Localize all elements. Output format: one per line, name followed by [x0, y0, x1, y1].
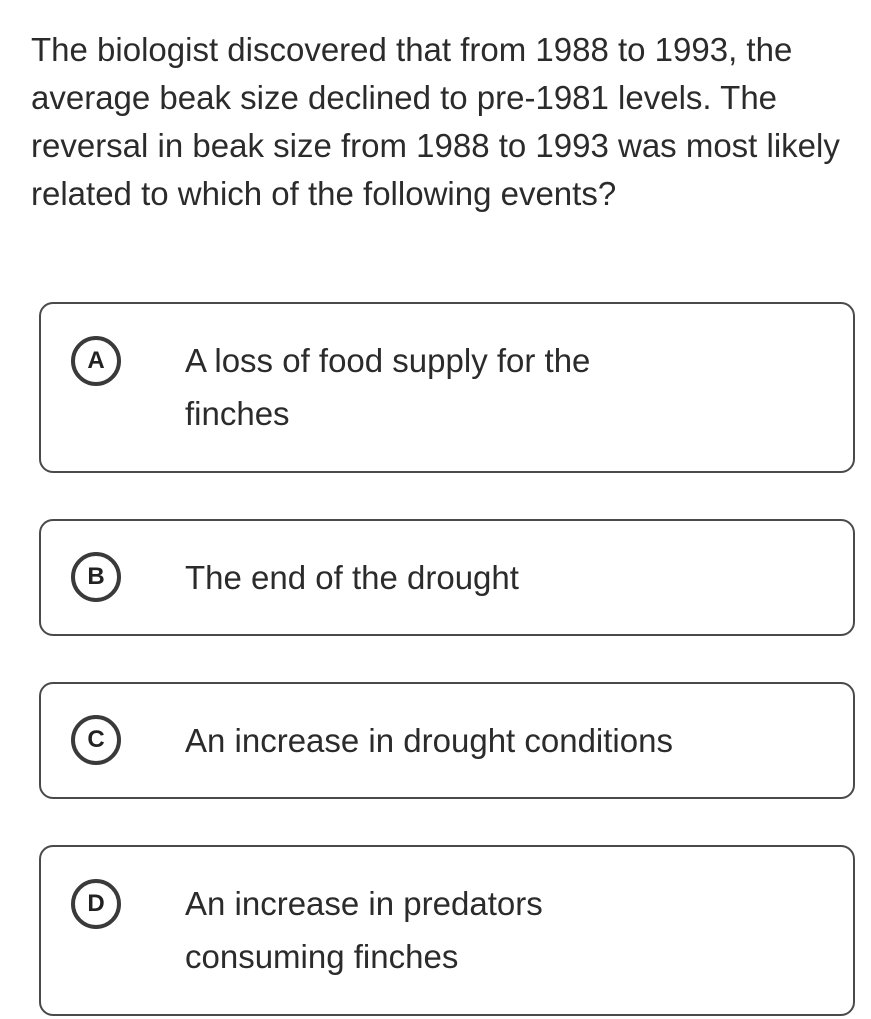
answer-choice-a[interactable]	[39, 302, 855, 473]
answer-choice-d[interactable]	[39, 845, 855, 1016]
choice-text-c: An increase in drought conditions	[185, 722, 673, 759]
choice-letter-badge-c: C	[71, 715, 121, 765]
answer-choice-c[interactable]	[39, 682, 855, 799]
choice-text-b: The end of the drought	[185, 559, 519, 596]
answer-choice-b[interactable]	[39, 519, 855, 636]
choice-letter-badge-d: D	[71, 879, 121, 929]
choice-text-d: An increase in predators consuming finches	[185, 885, 543, 975]
choice-letter-badge-b: B	[71, 552, 121, 602]
choice-letter-badge-a: A	[71, 336, 121, 386]
choice-text-a: A loss of food supply for the finches	[185, 342, 591, 432]
question-text: The biologist discovered that from 1988 to 1993, the average beak size declined to pre-1981 levels. The reversal in beak size from 1988 to 1993 was most likely related to which of the following events?	[31, 31, 840, 212]
